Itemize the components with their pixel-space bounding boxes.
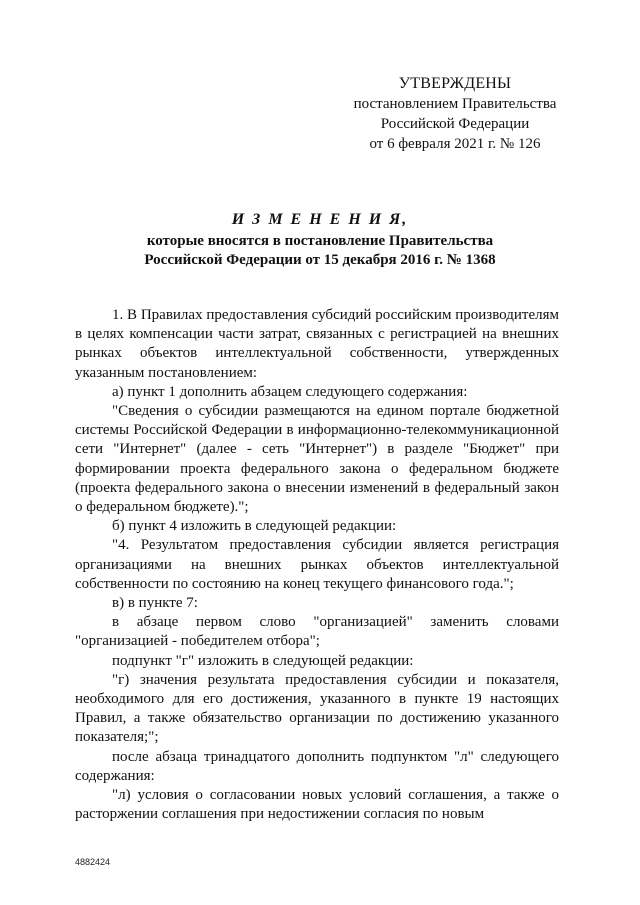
document-title: И З М Е Н Е Н И Я,: [231, 211, 409, 228]
paragraph-8: подпункт "г" изложить в следующей редакции:: [112, 652, 414, 669]
paragraph-9: "г) значения результата предоставления субсидии и показателя, необходимого для его достижения, указанного в пункте 19 настоящих Правил, а также обязательство организации по достижению указанного показателя;";: [75, 671, 559, 746]
approval-line-2: Российской Федерации: [380, 116, 530, 132]
paragraph-1: 1. В Правилах предоставления субсидий российским производителям в целях компенсации части затрат, связанных с регистрацией на внешних рынках объектов интеллектуальной собственности, утвержденных указанным постановлением:: [75, 307, 559, 381]
document-code: 4882424: [75, 857, 111, 867]
paragraph-11: "л) условия о согласовании новых условий соглашения, а также о расторжении соглашения при недостижении согласия по новым: [75, 787, 559, 823]
paragraph-2: а) пункт 1 дополнить абзацем следующего содержания:: [112, 383, 468, 400]
document-subtitle: [0, 232, 640, 270]
paragraph-6: в) в пункте 7:: [112, 595, 198, 612]
paragraph-10: после абзаца тринадцатого дополнить подпунктом "л" следующего содержания:: [75, 748, 559, 784]
paragraph-4: б) пункт 4 изложить в следующей редакции:: [112, 518, 397, 535]
approval-block: [330, 74, 580, 154]
document-subtitle-line-1: которые вносятся в постановление Правительства: [146, 233, 494, 249]
approval-title: УТВЕРЖДЕНЫ: [398, 75, 512, 92]
approval-line-3: от 6 февраля 2021 г. № 126: [369, 136, 541, 152]
paragraph-5: "4. Результатом предоставления субсидии является регистрация организациями на внешних рынках объектов интеллектуальной собственности по состоянию на конец текущего финансового года.";: [75, 537, 559, 592]
document-subtitle-line-2: Российской Федерации от 15 декабря 2016 г. № 1368: [144, 252, 496, 268]
document-body: [75, 306, 559, 824]
paragraph-7: в абзаце первом слово "организацией" заменить словами "организацией - победителем отбора";: [75, 614, 559, 650]
approval-line-1: постановлением Правительства: [353, 96, 557, 112]
paragraph-3: "Сведения о субсидии размещаются на едином портале бюджетной системы Российской Федерации в информационно-телекоммуникационной сети "Интернет" (далее - сеть "Интернет") в разделе "Бюджет" при формировании проекта федерального закона о федеральном бюджете (проекта федерального закона о внесении изменений в федеральный закон о федеральном бюджете).";: [75, 403, 559, 516]
